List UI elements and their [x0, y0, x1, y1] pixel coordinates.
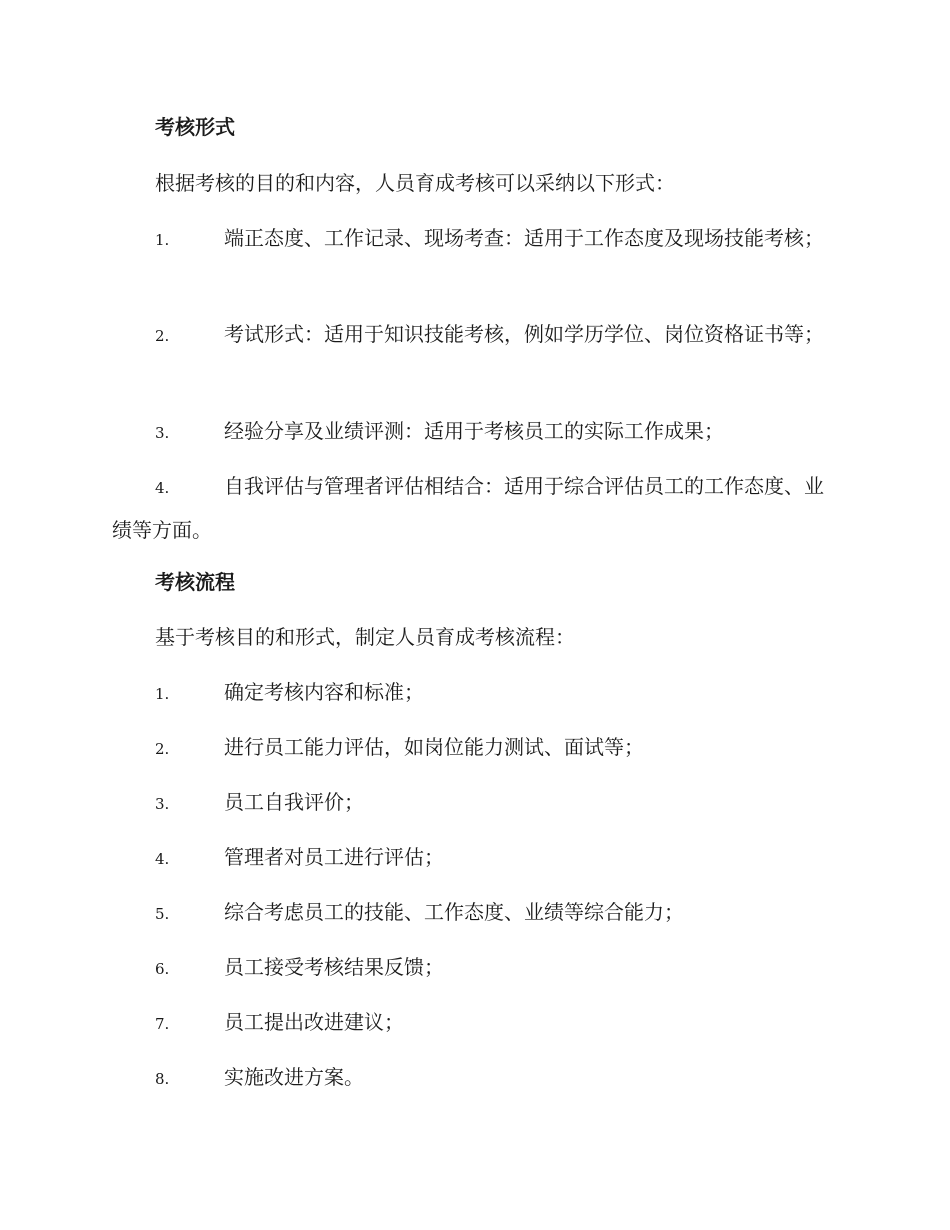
- list-item-text: 管理者对员工进行评估；: [224, 845, 444, 869]
- list-item-text: 实施改进方案。: [224, 1065, 364, 1089]
- list-item: [112, 946, 842, 990]
- list-item-number: 1.: [155, 231, 170, 249]
- list-item-number: 6.: [155, 960, 170, 978]
- list-item-text: 端正态度、工作记录、现场考查：适用于工作态度及现场技能考核；: [224, 226, 824, 250]
- section-heading-assessment-form: 考核形式: [155, 115, 235, 139]
- list-item-number: 2.: [155, 327, 170, 345]
- list-item: [112, 1056, 842, 1100]
- list-item: [112, 836, 842, 880]
- section-intro-assessment-form: 根据考核的目的和内容，人员育成考核可以采纳以下形式：: [155, 171, 675, 195]
- list-item: [112, 891, 842, 935]
- section-intro-assessment-process: 基于考核目的和形式，制定人员育成考核流程：: [155, 625, 575, 649]
- list-item-number: 7.: [155, 1015, 170, 1033]
- list-item-number: 8.: [155, 1070, 170, 1088]
- list-item-number: 2.: [155, 740, 170, 758]
- list-item-number: 3.: [155, 795, 170, 813]
- list-item-text: 自我评估与管理者评估相结合：适用于综合评估员工的工作态度、业绩等方面。: [112, 474, 824, 542]
- list-item: [112, 781, 842, 825]
- list-item-text: 综合考虑员工的技能、工作态度、业绩等综合能力；: [224, 900, 684, 924]
- list-item-text: 经验分享及业绩评测：适用于考核员工的实际工作成果；: [224, 419, 724, 443]
- list-item: [112, 726, 842, 770]
- list-item: [112, 671, 842, 715]
- list-item-number: 3.: [155, 424, 170, 442]
- list-item-number: 5.: [155, 905, 170, 923]
- list-item-text: 员工提出改进建议；: [224, 1010, 404, 1034]
- list-item-number: 4.: [155, 479, 170, 497]
- list-item-text: 确定考核内容和标准；: [224, 680, 424, 704]
- list-item-text: 员工自我评价；: [224, 790, 364, 814]
- list-item: [112, 217, 842, 261]
- list-item-text: 考试形式：适用于知识技能考核，例如学历学位、岗位资格证书等；: [224, 322, 824, 346]
- list-item-text: 进行员工能力评估，如岗位能力测试、面试等；: [224, 735, 644, 759]
- list-item-number: 4.: [155, 850, 170, 868]
- list-item-number: 1.: [155, 685, 170, 703]
- list-item-text: 员工接受考核结果反馈；: [224, 955, 444, 979]
- list-item: [112, 1001, 842, 1045]
- list-item: [112, 465, 842, 551]
- list-item: [112, 410, 842, 454]
- section-heading-assessment-process: 考核流程: [155, 570, 235, 594]
- list-item: [112, 313, 842, 357]
